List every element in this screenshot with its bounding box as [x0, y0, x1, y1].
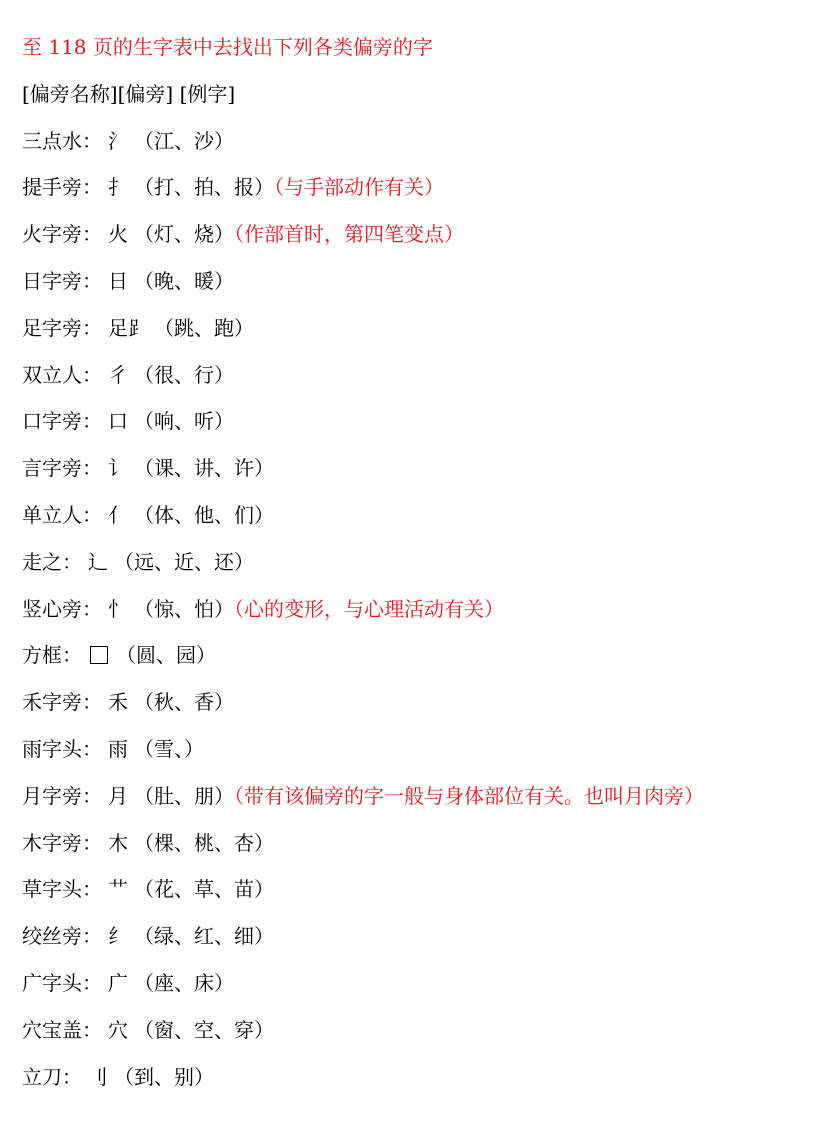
radical-glyph: 口 [108, 409, 128, 434]
document-title: 至 118 页的生字表中去找出下列各类偏旁的字 [22, 35, 433, 59]
example-characters: （肚、朋） [134, 783, 234, 808]
radical-row [22, 826, 822, 873]
radical-row [22, 732, 822, 779]
example-characters: （灯、烧） [134, 222, 234, 247]
radical-name: 禾字旁： [22, 690, 102, 715]
radical-glyph: 纟 [108, 924, 128, 949]
example-characters: （到、别） [114, 1064, 214, 1089]
example-characters: （远、近、还） [114, 549, 254, 574]
radical-name: 三点水： [22, 128, 102, 153]
radical-row [22, 545, 822, 592]
radical-glyph: 辶 [88, 549, 108, 574]
radical-glyph: 穴 [108, 1017, 128, 1042]
radical-row [22, 685, 822, 732]
example-characters: （雪、） [134, 736, 204, 761]
radical-name: 竖心旁： [22, 596, 102, 621]
radical-name: 火字旁： [22, 222, 102, 247]
radical-name: 绞丝旁： [22, 924, 102, 949]
example-characters: （绿、红、细） [134, 924, 274, 949]
radical-row [22, 498, 822, 545]
radical-row [22, 966, 822, 1013]
radical-row [22, 1013, 822, 1060]
radical-glyph: 讠 [108, 456, 128, 481]
radical-name: 立刀： [22, 1064, 82, 1089]
radical-row [22, 264, 822, 311]
radical-list [22, 124, 822, 1107]
radical-glyph: 广 [108, 970, 128, 995]
radical-glyph: 彳 [108, 362, 128, 387]
radical-row [22, 1060, 822, 1107]
document-page [22, 30, 822, 1106]
radical-glyph: 足⻊ [108, 315, 148, 340]
radical-glyph: 木 [108, 830, 128, 855]
example-characters: （花、草、苗） [134, 877, 274, 902]
radical-row [22, 592, 822, 639]
radical-note: （心的变形，与心理活动有关） [234, 596, 504, 621]
example-characters: （棵、桃、杏） [134, 830, 274, 855]
radical-name: 言字旁： [22, 456, 102, 481]
radical-row [22, 919, 822, 966]
example-characters: （座、床） [134, 970, 234, 995]
radical-row [22, 451, 822, 498]
radical-name: 草字头： [22, 877, 102, 902]
radical-glyph: 亻 [108, 502, 128, 527]
radical-row [22, 170, 822, 217]
example-characters: （秋、香） [134, 690, 234, 715]
example-characters: （窗、空、穿） [134, 1017, 274, 1042]
example-characters: （响、听） [134, 409, 234, 434]
radical-glyph: 月 [108, 783, 128, 808]
radical-row [22, 358, 822, 405]
radical-name: 双立人： [22, 362, 102, 387]
radical-glyph: 日 [108, 268, 128, 293]
radical-glyph: 火 [108, 222, 128, 247]
radical-name: 月字旁： [22, 783, 102, 808]
radical-note: （作部首时，第四笔变点） [234, 222, 464, 247]
radical-glyph: 氵 [108, 128, 128, 153]
example-characters: （跳、跑） [154, 315, 254, 340]
radical-row [22, 124, 822, 171]
example-characters: （体、他、们） [134, 502, 274, 527]
radical-glyph: 忄 [108, 596, 128, 621]
column-header: [偏旁名称][偏旁] [例字] [22, 81, 236, 106]
radical-name: 穴宝盖： [22, 1017, 102, 1042]
radical-glyph: 雨 [108, 736, 128, 761]
radical-glyph: 刂 [88, 1064, 108, 1089]
radical-glyph [90, 646, 108, 664]
radical-glyph: 扌 [108, 175, 128, 200]
radical-name: 足字旁： [22, 315, 102, 340]
radical-name: 口字旁： [22, 409, 102, 434]
example-characters: （圆、园） [116, 643, 216, 668]
radical-row [22, 638, 822, 685]
radical-name: 走之： [22, 549, 82, 574]
example-characters: （课、讲、许） [134, 456, 274, 481]
radical-row [22, 779, 822, 826]
radical-glyph: 禾 [108, 690, 128, 715]
radical-note: （带有该偏旁的字一般与身体部位有关。也叫月肉旁） [234, 783, 704, 808]
radical-glyph: 艹 [108, 877, 128, 902]
radical-row [22, 311, 822, 358]
radical-row [22, 872, 822, 919]
example-characters: （打、拍、报） [134, 175, 274, 200]
example-characters: （江、沙） [134, 128, 234, 153]
radical-row [22, 404, 822, 451]
radical-note: （与手部动作有关） [274, 175, 444, 200]
radical-name: 雨字头： [22, 736, 102, 761]
radical-name: 方框： [22, 643, 82, 668]
example-characters: （晚、暖） [134, 268, 234, 293]
radical-name: 木字旁： [22, 830, 102, 855]
radical-name: 广字头： [22, 970, 102, 995]
example-characters: （惊、怕） [134, 596, 234, 621]
radical-name: 日字旁： [22, 268, 102, 293]
radical-name: 提手旁： [22, 175, 102, 200]
example-characters: （很、行） [134, 362, 234, 387]
radical-name: 单立人： [22, 502, 102, 527]
radical-row [22, 217, 822, 264]
